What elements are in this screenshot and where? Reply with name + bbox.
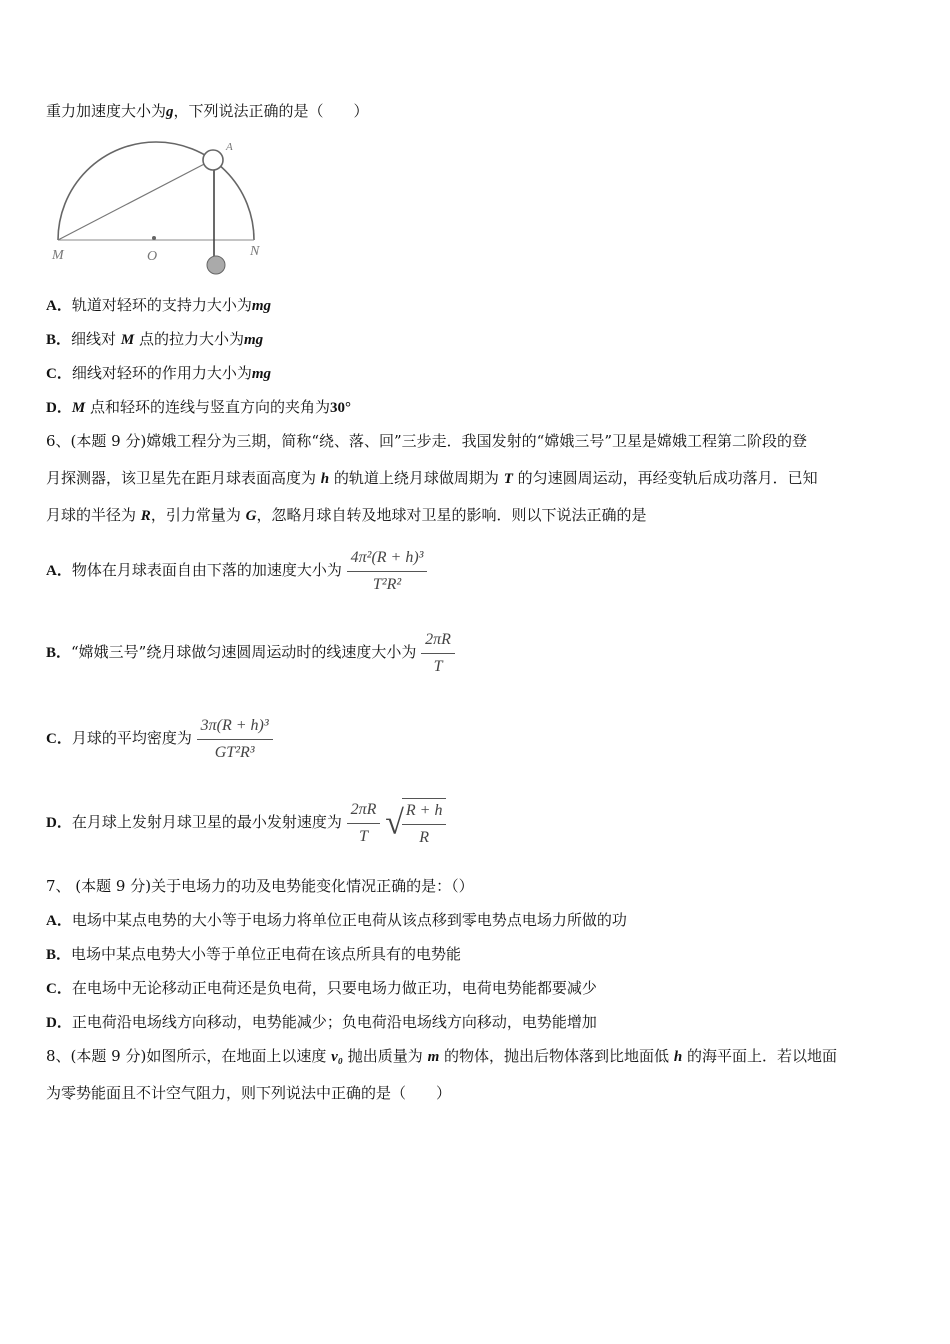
label-O: O: [147, 249, 158, 264]
q6-option-c: C．月球的平均密度为 $\frac{\text{3π(R + h)³}}{\text{GT²R³}}$: [46, 708, 273, 769]
light-ring: [203, 150, 223, 170]
formula-c: $\frac{\text{3π(R + h)³}}{\text{GT²R³}}$: [197, 715, 273, 764]
label-M: M: [52, 248, 64, 263]
ball: [207, 256, 225, 274]
formula-a: $\frac{\text{4π²(R + h)³}}{\text{T²R²}}$: [347, 547, 428, 596]
track-figure: [46, 132, 276, 282]
q7-option-d: D．正电荷沿电场线方向移动，电势能减少；负电荷沿电场线方向移动，电势能增加: [46, 1013, 597, 1031]
label-A: A: [226, 141, 233, 153]
q6-stem-line-3: 月球的半径为 R，引力常量为 G，忽略月球自转及地球对卫星的影响．则以下说法正确的是: [46, 506, 647, 524]
q8-stem-line-2: 为零势能面且不计空气阻力，则下列说法中正确的是（ ）: [46, 1084, 452, 1102]
formula-d-sqrt: √ $\frac{R + h}{R}$: [385, 798, 446, 849]
q7-option-a: A．电场中某点电势的大小等于电场力将单位正电荷从该点移到零电势点电场力所做的功: [46, 911, 627, 929]
q5-option-c: C．细线对轻环的作用力大小为mg: [46, 364, 272, 382]
intro-line: 重力加速度大小为g，下列说法正确的是（ ）: [46, 102, 369, 120]
q5-option-a: A．轨道对轻环的支持力大小为mg: [46, 296, 272, 314]
q8-stem-line-1: 8、(本题 9 分)如图所示，在地面上以速度 v₀ 抛出质量为 m 的物体，抛出后物体落到比地面低 h 的海平面上．若以地面: [46, 1047, 837, 1065]
q6-stem-line-1: 6、(本题 9 分)嫦娥工程分为三期，简称“绕、落、回”三步走．我国发射的“嫦娥三号”卫星是嫦娥工程第二阶段的登: [46, 432, 808, 450]
formula-d-fraction: $\frac{2\pi R}{T}$: [347, 799, 381, 848]
q5-option-d: D．M 点和轻环的连线与竖直方向的夹角为30°: [46, 398, 351, 416]
formula-b: $\frac{2\pi R}{T}$: [421, 629, 455, 678]
q6-option-d: D．在月球上发射月球卫星的最小发射速度为 $\frac{2\pi R}{T}$ √ $\frac{R + h}{R}$: [46, 790, 446, 855]
q6-option-b: B．“嫦娥三号”绕月球做匀速圆周运动时的线速度大小为 $\frac{2\pi R}{T}$: [46, 622, 455, 683]
string-to-M: [58, 160, 212, 240]
label-N: N: [250, 244, 260, 259]
q7-option-c: C．在电场中无论移动正电荷还是负电荷，只要电场力做正功，电荷电势能都要减少: [46, 979, 597, 997]
q6-stem-line-2: 月探测器，该卫星先在距月球表面高度为 h 的轨道上绕月球做周期为 T 的匀速圆周运动，再经变轨后成功落月．已知: [46, 469, 818, 487]
q6-option-a: A．物体在月球表面自由下落的加速度大小为 $\frac{\text{4π²(R + h)³}}{\text{T²R²}}$: [46, 540, 427, 601]
center-point: [152, 236, 156, 240]
q5-option-b: B．细线对 M 点的拉力大小为mg: [46, 330, 264, 348]
q7-stem: 7、 (本题 9 分)关于电场力的功及电势能变化情况正确的是：（）: [46, 877, 474, 895]
q7-option-b: B．电场中某点电势大小等于单位正电荷在该点所具有的电势能: [46, 945, 462, 963]
